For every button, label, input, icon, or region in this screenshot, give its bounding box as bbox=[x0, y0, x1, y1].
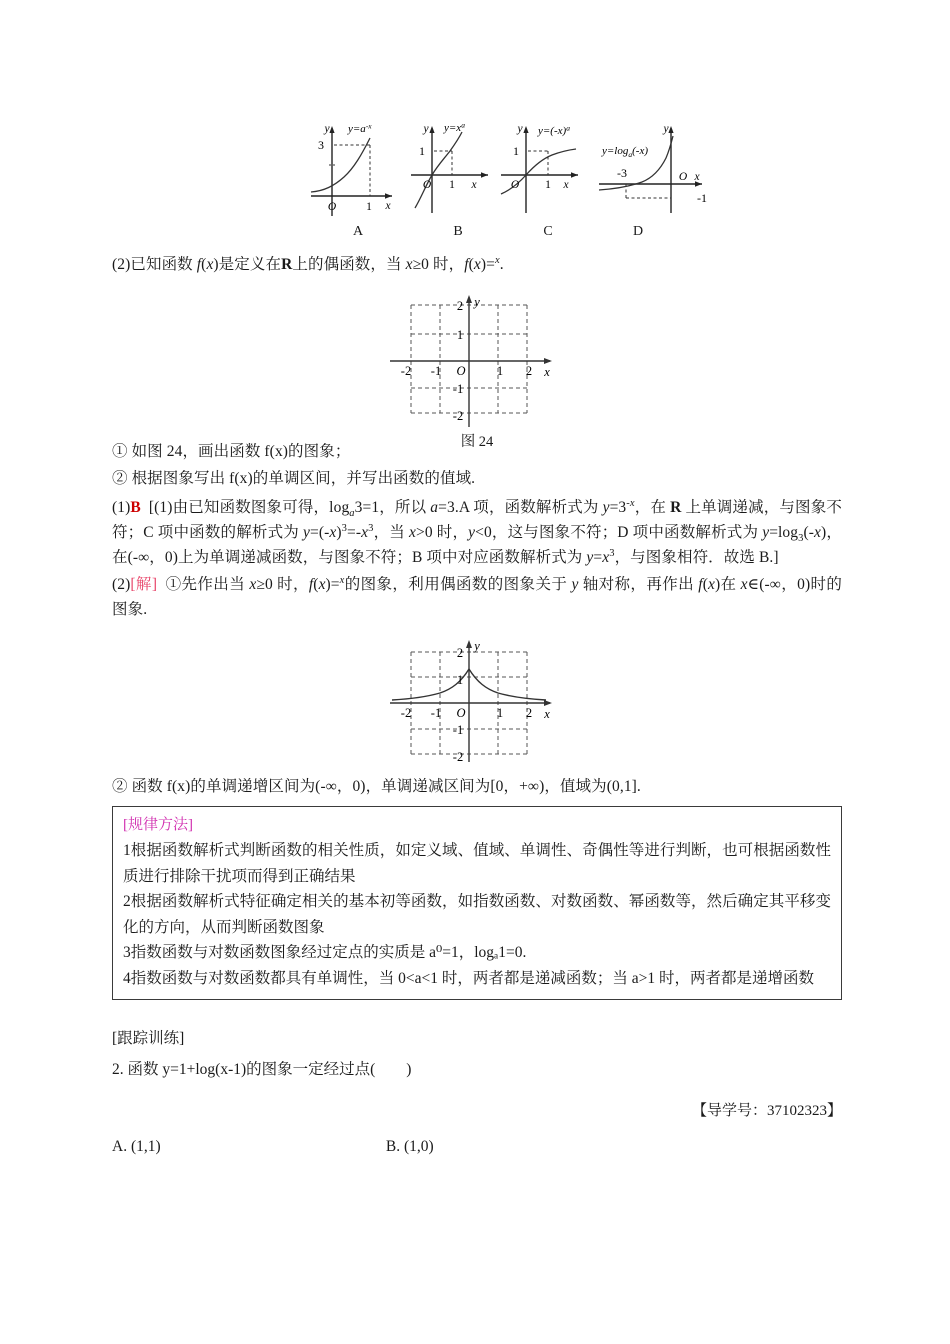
method-item-3: 3指数函数与对数函数图象经过定点的实质是 a⁰=1，logₐ1=0. bbox=[123, 944, 527, 961]
option-b-x-axis-label: x bbox=[471, 179, 477, 191]
figure-24-xtick-1: 1 bbox=[496, 364, 504, 378]
option-c-letter: C bbox=[543, 224, 553, 239]
figure-24 bbox=[382, 289, 572, 450]
training-question bbox=[112, 1055, 842, 1085]
method-box-title: [规律方法] bbox=[123, 817, 193, 833]
option-c-y-axis-label: y bbox=[517, 123, 523, 135]
choice-a-letter: A. bbox=[112, 1138, 128, 1155]
option-a-origin: O bbox=[327, 201, 337, 213]
figure-solution-x-axis-label: x bbox=[544, 707, 550, 721]
option-d-letter: D bbox=[632, 224, 644, 239]
option-a-x-axis-label: x bbox=[385, 200, 391, 212]
conclusion-line: ② 函数 f(x)的单调递增区间为(-∞，0)，单调递减区间为[0，+∞)，值域为(0,1]. bbox=[112, 778, 641, 795]
option-a-y-axis-label: y bbox=[324, 123, 330, 135]
option-a-y-tick: 3 bbox=[318, 138, 324, 152]
figure-24-ytick-1: 1 bbox=[456, 328, 464, 342]
option-b-x-tick: 1 bbox=[449, 179, 455, 191]
option-d-graph bbox=[596, 118, 716, 223]
figure-24-ytick-2: 2 bbox=[456, 299, 464, 313]
figure-24-origin: O bbox=[456, 364, 466, 378]
jie-label: [解] bbox=[130, 576, 158, 593]
figure-solution-ytick--1: -1 bbox=[452, 723, 464, 737]
options-figure-row bbox=[0, 118, 950, 246]
figure-24-ytick--2: -2 bbox=[452, 409, 464, 423]
figure-solution-xtick--2: -2 bbox=[400, 706, 412, 720]
option-c-curve-label: $y=(-x)^a$ bbox=[538, 123, 570, 137]
option-d-y-axis-label: y bbox=[663, 123, 669, 135]
choice-a-value: (1,1) bbox=[130, 1138, 161, 1155]
option-c-y-tick: 1 bbox=[513, 144, 519, 158]
figure-24-graph bbox=[382, 289, 572, 429]
figure-solution-xtick-1: 1 bbox=[496, 706, 504, 720]
choice-b-value: (1,0) bbox=[403, 1138, 434, 1155]
option-c-x-axis-label: x bbox=[563, 179, 569, 191]
subquestion-1: ① 如图 24，画出函数 f(x)的图象； bbox=[112, 443, 351, 460]
option-a-x-tick: 1 bbox=[366, 201, 372, 213]
subquestion-2: ② 根据图象写出 f(x)的单调区间，并写出函数的值域. bbox=[112, 470, 476, 487]
answer-letter: B bbox=[130, 499, 141, 516]
training-head: [跟踪训练] bbox=[112, 1030, 185, 1047]
option-figure-c bbox=[498, 118, 598, 239]
option-a-curve-label: $y=a^{-x}$ bbox=[348, 121, 372, 135]
figure-24-xtick-2: 2 bbox=[525, 364, 533, 378]
method-item-4: 4指数函数与对数函数都具有单调性，当 0<a<1 时，两者都是递减函数；当 a>1 时，两者都是递增函数 bbox=[123, 969, 814, 987]
option-b-y-tick: 1 bbox=[419, 144, 425, 158]
option-b-curve-label: $y=x^a$ bbox=[444, 120, 465, 134]
option-b-origin: O bbox=[422, 179, 432, 191]
option-c-x-tick: 1 bbox=[545, 179, 551, 191]
option-b-y-axis-label: y bbox=[423, 123, 429, 135]
option-d-x-tick: -3 bbox=[617, 166, 627, 180]
choice-a[interactable] bbox=[112, 1138, 382, 1156]
option-a-letter: A bbox=[352, 224, 364, 239]
question-2-statement: (2)已知函数 f(x)是定义在R上的偶函数，当 x≥0 时，f(x)=$^x$. bbox=[112, 254, 504, 273]
figure-solution-graph bbox=[382, 636, 572, 764]
figure-solution-y-axis-label: y bbox=[474, 639, 480, 653]
figure-24-xtick--1: -1 bbox=[430, 364, 442, 378]
option-c-origin: O bbox=[510, 179, 520, 191]
method-item-2: 2根据函数解析式特征确定相关的基本初等函数，如指数函数、对数函数、幂函数等，然后确定其平移变化的方向，从而判断函数图象 bbox=[123, 893, 831, 936]
method-item-1: 1根据函数解析式判断函数的相关性质，如定义域、值域、单调性、奇偶性等进行判断，也可根据函数性质进行排除干扰项而得到正确结果 bbox=[123, 842, 831, 885]
figure-solution-origin: O bbox=[456, 706, 466, 720]
training-question-number: 2. bbox=[112, 1061, 124, 1078]
option-d-curve-label: $y=\log_a(-x)$ bbox=[602, 145, 648, 159]
solution-part1: (1)B [(1)由已知函数图象可得，$\log_a3=1$，所以 a=3.A 项，函数解析式为 $y=3^{-x}$，在 R 上单调递减，与图象不符；C 项中函数的解析式为 $y=(-x)^3=-x^3$，当 x>0 时，y<0，这与图象不符；D 项中函数解析式为 $y=\log_3(-x)$，在(-∞，0)上为单调递减函数，与图象不符；B 项中对应函数解析式为 $y=x^3$，与图象相符．故选 B.] bbox=[112, 497, 842, 566]
option-b-graph bbox=[408, 118, 508, 223]
daoxue-number: 【导学号：37102323】 bbox=[691, 1103, 842, 1119]
figure-24-ytick--1: -1 bbox=[452, 382, 464, 396]
option-d-origin: O bbox=[678, 171, 688, 183]
figure-24-x-axis-label: x bbox=[544, 365, 550, 379]
option-b-letter: B bbox=[453, 224, 463, 239]
training-choices bbox=[112, 1138, 842, 1156]
choice-b[interactable] bbox=[386, 1138, 434, 1155]
option-figure-b bbox=[408, 118, 508, 239]
option-d-x-axis-label: x bbox=[694, 171, 700, 183]
figure-solution-ytick-1: 1 bbox=[456, 673, 464, 687]
figure-solution bbox=[382, 636, 572, 764]
figure-solution-ytick--2: -2 bbox=[452, 750, 464, 764]
figure-solution-xtick-2: 2 bbox=[525, 706, 533, 720]
figure-solution-ytick-2: 2 bbox=[456, 646, 464, 660]
method-box bbox=[112, 806, 842, 1000]
figure-24-xtick--2: -2 bbox=[400, 364, 412, 378]
figure-24-caption: 图 24 bbox=[460, 434, 494, 450]
main-content bbox=[112, 252, 842, 1156]
solution-part2: (2)[解] ①先作出当 x≥0 时，f(x)=$^x$的图象，利用偶函数的图象关于 y 轴对称，再作出 f(x)在 x∈(-∞，0)时的图象. bbox=[112, 574, 842, 618]
option-figure-d bbox=[596, 118, 716, 239]
figure-solution-xtick--1: -1 bbox=[430, 706, 442, 720]
option-c-graph bbox=[498, 118, 598, 223]
choice-b-letter: B. bbox=[385, 1138, 401, 1155]
option-figure-a bbox=[308, 118, 408, 239]
figure-24-y-axis-label: y bbox=[474, 295, 480, 309]
option-d-y-tick: -1 bbox=[697, 191, 707, 205]
option-a-graph bbox=[308, 118, 408, 223]
training-question-text: 函数 y=1+log(x-1)的图象一定经过点( ) bbox=[127, 1061, 412, 1078]
